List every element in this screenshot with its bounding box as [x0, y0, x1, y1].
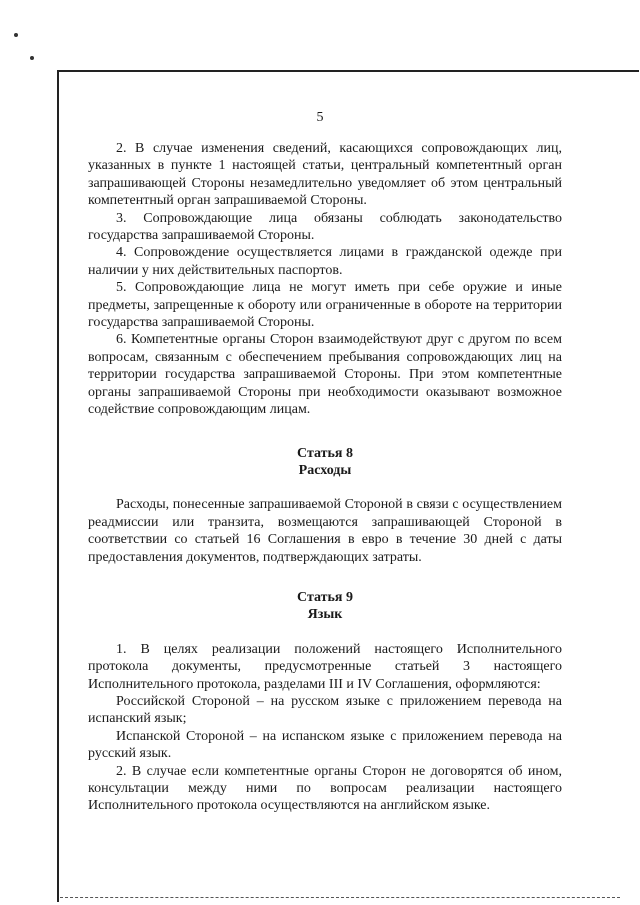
article7-paragraph-5: 5. Сопровождающие лица не могут иметь при себе оружие и иные предметы, запрещенные к обороту или ограниченные в обороте на территории государства запрашиваемой Стороны.: [88, 280, 562, 331]
article9-title: Язык: [307, 607, 343, 623]
scan-speck-1: [14, 33, 18, 37]
article9-paragraph-1a: Российской Стороной – на русском языке с приложением перевода на испанский язык;: [88, 693, 562, 727]
article7-paragraph-3: 3. Сопровождающие лица обязаны соблюдать законодательство государства запрашиваемой Стороны.: [88, 210, 562, 244]
article9-paragraph-2: 2. В случае если компетентные органы Сторон не договорятся об ином, консультации между ними по вопросам реализации настоящего Исполнительного протокола осуществляются на английском языке.: [88, 763, 562, 814]
page-bottom-edge: [60, 897, 620, 898]
scan-speck-2: [30, 56, 34, 60]
article9-paragraph-1: 1. В целях реализации положений настоящего Исполнительного протокола документы, предусмотренные статьей 3 настоящего Исполнительного протокола, разделами III и IV Соглашения, оформляются:: [88, 641, 562, 692]
article7-paragraph-2: 2. В случае изменения сведений, касающихся сопровождающих лиц, указанных в пункте 1 настоящей статьи, центральный компетентный орган запрашивающей Стороны незамедлительно уведомляет об этом центральный компетентный орган запрашиваемой Стороны.: [88, 141, 562, 209]
article8-number: Статья 8: [297, 445, 353, 461]
article7-paragraph-4: 4. Сопровождение осуществляется лицами в гражданской одежде при наличии у них действительных паспортов.: [88, 245, 562, 278]
article9-paragraph-1b: Испанской Стороной – на испанском языке с приложением перевода на русский язык.: [88, 728, 562, 762]
page-number: 5: [316, 110, 324, 125]
article8-title: Расходы: [298, 462, 352, 478]
article7-paragraph-6: 6. Компетентные органы Сторон взаимодействуют друг с другом по всем вопросам, связанным с обеспечением пребывания сопровождающих лиц на территории государства запрашиваемой Стороны. При этом компетентные органы запрашиваемой Стороны при необходимости оказывают возможное содействие сопровождающим лицам.: [88, 332, 562, 418]
article9-number: Статья 9: [297, 589, 353, 605]
document-body: [88, 140, 562, 815]
article8-paragraph-1: Расходы, понесенные запрашиваемой Стороной в связи с осуществлением реадмиссии или транзита, возмещаются запрашивающей Стороной в соответствии со статьей 16 Соглашения в евро в течение 30 дней с даты предоставления документов, подтверждающих затраты.: [88, 497, 562, 565]
